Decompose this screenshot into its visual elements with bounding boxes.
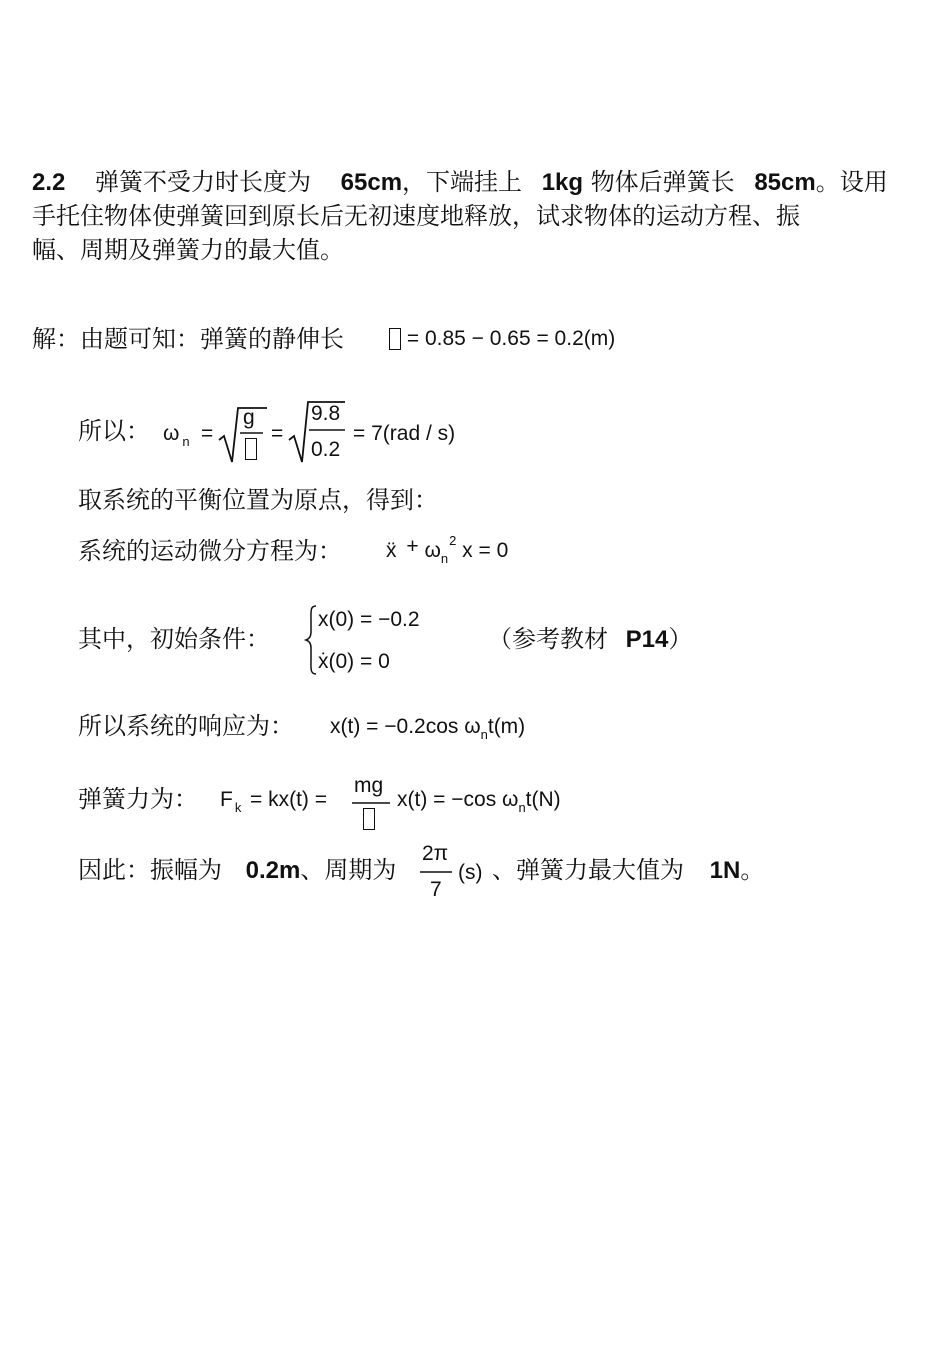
final-text-1: 因此：振幅为 bbox=[78, 856, 222, 884]
response-equation bbox=[330, 713, 525, 743]
diff-tail: x = 0 bbox=[462, 539, 509, 562]
final-force: 1N bbox=[709, 857, 741, 884]
conclusion-part-1 bbox=[78, 854, 396, 887]
frac-9-8: 9.8 bbox=[311, 402, 341, 425]
origin-line: 取系统的平衡位置为原点，得到： bbox=[78, 486, 438, 514]
final-amplitude: 0.2m bbox=[245, 857, 301, 884]
conclusion-part-2 bbox=[492, 854, 764, 887]
force-eq-1: = kx(t) = bbox=[250, 788, 328, 811]
frac-0-2: 0.2 bbox=[311, 438, 341, 461]
omega-result: = 7(rad / s) bbox=[353, 422, 456, 445]
omega-label: 所以： bbox=[78, 417, 150, 445]
diff-omega-sub: n bbox=[440, 551, 449, 566]
resp-label: 所以系统的响应为： bbox=[78, 712, 294, 740]
final-text-3: 、弹簧力最大值为 bbox=[492, 856, 684, 884]
force-sub: k bbox=[234, 800, 242, 815]
loaded-length: 85cm bbox=[754, 169, 816, 196]
period-denominator: 7 bbox=[430, 878, 442, 901]
problem-text-3: 物体后弹簧长 bbox=[590, 168, 735, 196]
diff-omega-sup: 2 bbox=[449, 533, 457, 548]
final-text-2: 、周期为 bbox=[300, 856, 397, 884]
problem-line-2: 手托住物体使弹簧回到原长后无初速度地释放，试求物体的运动方程、振 bbox=[32, 202, 800, 230]
diff-equation bbox=[386, 533, 509, 567]
ref-open: （参考教材 bbox=[488, 625, 608, 653]
static-extension-eq bbox=[389, 325, 615, 353]
final-end: 。 bbox=[740, 856, 765, 884]
omega-subscript: n bbox=[182, 434, 190, 449]
ref-page: P14 bbox=[625, 626, 669, 653]
omega-symbol: ω bbox=[163, 422, 180, 445]
diff-label: 系统的运动微分方程为： bbox=[78, 537, 342, 565]
x-double-dot: ẍ bbox=[386, 539, 397, 562]
problem-text-4: 。设用 bbox=[815, 168, 888, 196]
force-eq-2: x(t) = −cos ω bbox=[397, 788, 519, 811]
period-numerator: 2π bbox=[422, 842, 449, 865]
resp-eq-1: x(t) = −0.2cos ω bbox=[330, 715, 481, 738]
force-mg: mg bbox=[354, 774, 384, 797]
free-length: 65cm bbox=[340, 169, 403, 196]
force-sub-2: n bbox=[518, 800, 526, 815]
init-label: 其中，初始条件： bbox=[78, 625, 270, 653]
problem-text-1: 弹簧不受力时长度为 bbox=[95, 168, 312, 196]
delta-placeholder-icon-3 bbox=[363, 808, 375, 830]
left-brace-icon bbox=[304, 604, 318, 676]
problem-text-2: ，下端挂上 bbox=[402, 168, 523, 196]
resp-eq-2: t(m) bbox=[487, 715, 526, 738]
reference bbox=[488, 623, 692, 656]
static-eq: = 0.85 − 0.65 = 0.2(m) bbox=[406, 327, 616, 350]
intro-label: 解：由题可知：弹簧的静伸长 bbox=[32, 325, 344, 353]
period-fraction-bar bbox=[420, 870, 454, 874]
force-label: 弹簧力为： bbox=[78, 785, 198, 813]
force-fraction-bar bbox=[352, 801, 392, 805]
ref-close: ） bbox=[668, 625, 693, 653]
init-condition-1: x(0) = −0.2 bbox=[318, 608, 420, 631]
resp-sub: n bbox=[480, 727, 488, 742]
problem-line-3: 幅、周期及弹簧力的最大值。 bbox=[32, 236, 344, 264]
period-unit: (s) bbox=[458, 861, 483, 884]
frac-g: g bbox=[243, 406, 255, 429]
eq-sign-1: = bbox=[201, 422, 214, 445]
force-F: F bbox=[220, 788, 233, 811]
diff-omega: ω bbox=[424, 539, 441, 562]
init-condition-2: ẋ(0) = 0 bbox=[318, 650, 390, 673]
eq-sign-2: = bbox=[271, 422, 284, 445]
problem-line-1 bbox=[32, 166, 888, 199]
plus-sign: + bbox=[406, 535, 419, 558]
mass: 1kg bbox=[541, 169, 584, 196]
force-eq-3: t(N) bbox=[525, 788, 561, 811]
solution-intro bbox=[32, 323, 344, 355]
delta-placeholder-icon bbox=[389, 328, 401, 350]
delta-placeholder-icon-2 bbox=[245, 438, 257, 460]
problem-number: 2.2 bbox=[32, 169, 66, 196]
